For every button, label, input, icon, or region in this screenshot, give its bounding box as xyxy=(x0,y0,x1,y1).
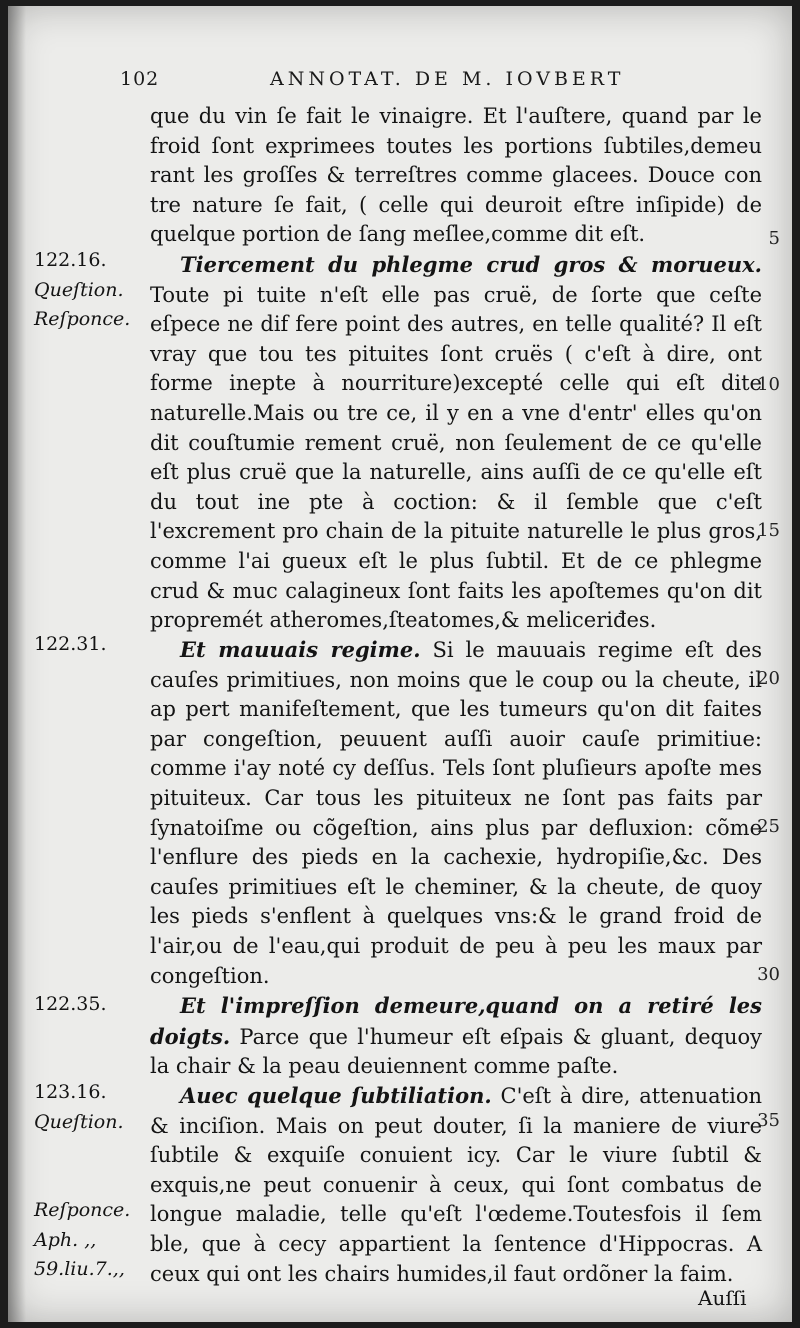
lemma: Et l'impreſſion demeure,quand on a retiré les doigts. xyxy=(150,993,762,1049)
margin-label: Reſponce. xyxy=(34,1199,131,1221)
margin-label: Reſponce. xyxy=(34,308,131,331)
text-block xyxy=(150,102,762,250)
margin-note xyxy=(34,1078,150,1137)
page-header xyxy=(120,68,760,98)
block-text: que du vin ſe fait le vinaigre. Et l'auſtere, quand par le froid ſont exprimees toutes les portions ſubtiles,demeu rant les groſſes & terreſtres comme glacees. Douce con tre nature ſe fait, ( celle qui deuroit eſtre inſipide) de quelque portion de ſang meſlee,comme dit eſt. xyxy=(150,104,762,247)
line-number: 25 xyxy=(757,816,780,837)
margin-note xyxy=(34,990,150,1020)
margin-label: Aph. ,, xyxy=(34,1228,97,1251)
lemma: Tiercement du phlegme crud gros & morueux. xyxy=(180,252,762,277)
book-page xyxy=(8,6,792,1322)
text-block xyxy=(150,635,762,991)
catchword: Auſſi xyxy=(698,1286,747,1310)
line-number: 5 xyxy=(768,228,780,249)
line-number: 30 xyxy=(757,964,780,985)
margin-ref: 122.16. xyxy=(34,249,107,271)
lemma: Auec quelque ſubtiliation. xyxy=(180,1083,492,1108)
block-text: Parce que l'humeur eſt eſpais & gluant, dequoy la chair & la peau deuiennent comme paſte. xyxy=(150,1024,762,1079)
margin-label: Queſtion. xyxy=(34,278,124,301)
line-number: 20 xyxy=(757,668,780,689)
margin-label: 59.liu.7.,, xyxy=(34,1258,125,1281)
block-text: Toute pi tuite n'eſt elle pas cruë, de ſorte que ceſte eſpece ne dif fere point des autres, en telle qualité? Il eſt vray que tou tes pituites ſont cruës ( c'eſt à dire, ont forme inepte à nourriture)excepté celle qui eſt dite naturelle.Mais ou tre ce, il y en a vne d'entr' elles qu'on dit couſtumie rement cruë, non ſeulement de ce qu'elle eſt plus cruë que la naturelle, ains auſſi de ce qu'elle eſt du tout ine pte à coction: & il ſemble que c'eſt l'excrement pro chain de la pituite naturelle le plus gros, comme l'ai gueux eſt le plus ſubtil. Et de ce phlegme crud & muc calagineux ſont faits les apoſtemes qu'on dit propremét atheromes,ſteatomes,& meliceriđes. xyxy=(150,282,762,633)
main-text xyxy=(150,102,762,1289)
margin-label: Queſtion. xyxy=(34,1110,124,1133)
page-number: 102 xyxy=(120,68,160,90)
margin-ref: 122.31. xyxy=(34,633,107,655)
margin-note xyxy=(34,1196,150,1285)
text-block xyxy=(150,991,762,1081)
text-block xyxy=(150,250,762,635)
margin-ref: 122.35. xyxy=(34,993,107,1015)
text-block xyxy=(150,1081,762,1289)
line-number: 10 xyxy=(757,374,780,395)
margin-ref: 123.16. xyxy=(34,1081,107,1103)
margin-note xyxy=(34,630,150,660)
line-number: 35 xyxy=(757,1110,780,1131)
line-number: 15 xyxy=(757,520,780,541)
gutter-shadow xyxy=(8,6,26,1322)
block-text: C'eſt à dire, attenuation & inciſion. Mais on peut douter, ſi la maniere de viure ſubtile & exquiſe conuient icy. Car le viure ſubtil & exquis,ne peut conuenir à ceux, qui ſont combatus de longue maladie, telle qu'eſt l'œdeme.Toutesfois il ſem ble, que à cecy appartient la ſentence d'Hippocras. A ceux qui ont les chairs humides,il faut ordõner la faim. xyxy=(150,1084,762,1286)
lemma: Et mauuais regime. xyxy=(180,637,421,662)
running-title: ANNOTAT. DE M. IOVBERT xyxy=(270,68,625,90)
block-text: Si le mauuais regime eſt des cauſes primitiues, non moins que le coup ou la cheute, il ap pert manifeſtement, que les tumeurs qu'on dit faites par congeſtion, peuuent auſſi auoir cauſe primitiue: comme i'ay noté cy deſſus. Tels ſont pluſieurs apoſte mes pituiteux. Car tous les pituiteux ne ſont pas faits par ſynatoiſme ou cõgeſtion, ains plus par defluxion: cõme l'enflure des pieds en la cachexie, hydropiſie,&c. Des cauſes primitiues eſt le cheminer, & la cheute, de quoy les pieds s'enflent à quelques vns:& le grand froid de l'air,ou de l'eau,qui produit de peu à peu les maux par congeſtion. xyxy=(150,638,763,988)
margin-note xyxy=(34,246,150,335)
